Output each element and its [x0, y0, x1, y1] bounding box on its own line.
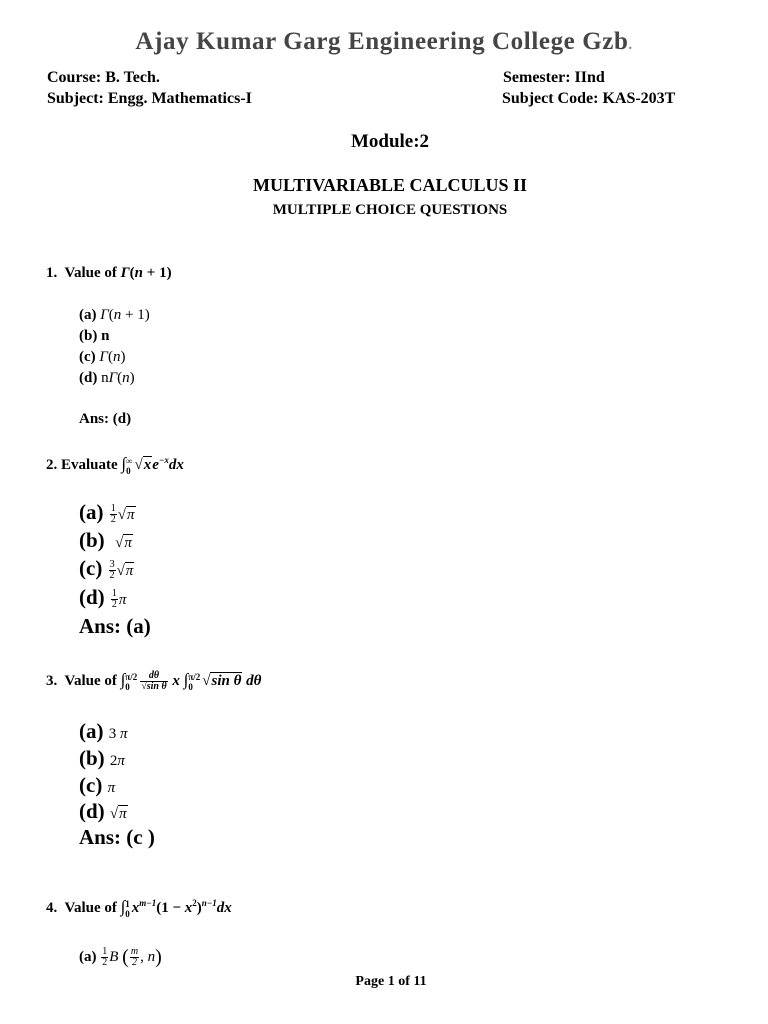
q3-option-a: (a) 3 π [79, 719, 128, 743]
q2-option-a: (a) $\frac{1}{2}$ √π [79, 500, 135, 525]
subject-label: Subject: Engg. Mathematics-I [47, 90, 252, 107]
question-3: 3. Value of ∫ π/2 0 $\frac{d\theta}{\text{√sin θ}}$ x ∫ π/2 0 √sin θ dθ [46, 670, 262, 693]
semester-label: Semester: IInd [503, 69, 605, 86]
q4-option-a: (a) $\frac{1}{2}$ B ( $\frac{m}{2}$ , n) [79, 946, 162, 968]
q1-option-d: (d) nΓ(n) [79, 370, 135, 386]
document-title: MULTIVARIABLE CALCULUS II [252, 175, 528, 195]
question-4: 4. Value of ∫ 1 0 $x^{m-1}(1 - x^2)^{n-1}dx$ [46, 897, 232, 919]
q3-option-b: (b) 2π [79, 746, 125, 770]
q1-option-c: (c) Γ(n) [79, 349, 126, 365]
q2-option-c: (c) $\frac{3}{2}$ √π [79, 556, 134, 581]
question-1: 1. Value of Γ(n + 1) [46, 265, 172, 281]
page-number: Page 1 of 11 [355, 974, 427, 989]
course-label: Course: B. Tech. [47, 69, 160, 86]
q1-answer: Ans: (d) [79, 411, 132, 427]
subject-code-label: Subject Code: KAS-203T [502, 90, 676, 107]
college-name: Ajay Kumar Garg Engineering College Gzb. [135, 28, 633, 55]
q3-option-d: (d) √π [79, 799, 127, 823]
q2-answer: Ans: (a) [79, 614, 151, 638]
q1-option-a: (a) Γ(n + 1) [79, 307, 150, 323]
document-subtitle: MULTIPLE CHOICE QUESTIONS [272, 202, 508, 218]
q3-answer: Ans: (c ) [79, 825, 155, 849]
module-heading: Module:2 [350, 131, 430, 152]
q2-option-d: (d) $\frac{1}{2}$ π [79, 585, 127, 610]
question-2: 2. Evaluate ∫ ∞ 0 $√xe^{-x}dx$ [46, 454, 184, 476]
q3-option-c: (c) π [79, 773, 116, 797]
q2-option-b: (b) √π [79, 528, 132, 552]
q1-option-b: (b) n [79, 328, 110, 344]
